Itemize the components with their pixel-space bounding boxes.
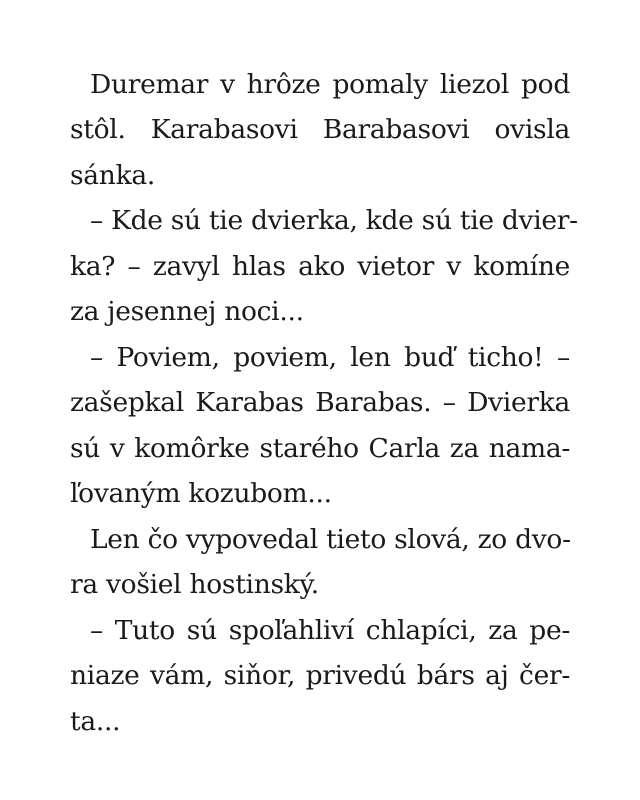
text-line: ka? – zavyl hlas ako vietor v komíne xyxy=(70,251,570,282)
text-line: stôl. Karabasovi Barabasovi ovisla xyxy=(70,114,570,145)
text-line: Duremar v hrôze pomaly liezol pod xyxy=(90,69,570,100)
text-line: Len čo vypovedal tieto slová, zo dvo- xyxy=(90,524,571,555)
text-line: – Tuto sú spoľahliví chlapíci, za pe- xyxy=(90,615,570,646)
text-line: ra vošiel hostinský. xyxy=(70,569,319,600)
text-line: – Kde sú tie dvierka, kde sú tie dvier- xyxy=(90,205,578,236)
text-line: – Poviem, poviem, len buď ticho! – xyxy=(90,342,570,373)
text-line: sú v komôrke starého Carla za nama- xyxy=(70,433,570,464)
text-line: sánka. xyxy=(70,160,155,191)
text-line: ta... xyxy=(70,706,121,737)
text-line: niaze vám, siňor, privedú bárs aj čer- xyxy=(70,660,570,691)
text-line: ľovaným kozubom... xyxy=(70,478,332,509)
text-line: za jesennej noci... xyxy=(70,296,304,327)
text-line: zašepkal Karabas Barabas. – Dvierka xyxy=(70,387,570,418)
